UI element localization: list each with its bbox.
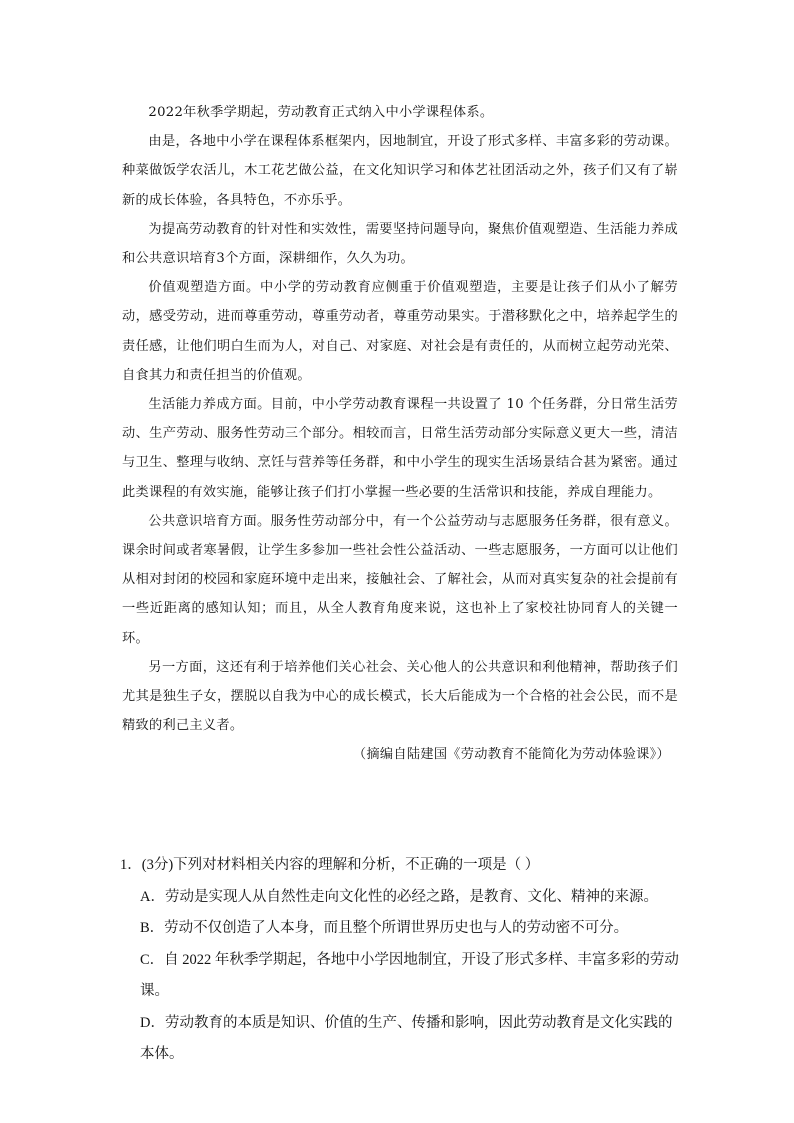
passage-paragraph: 生活能力养成方面。目前，中小学劳动教育课程一共设置了 10 个任务群，分日常生活劳动、生产劳动、服务性劳动三个部分。相较而言，日常生活劳动部分实际意义更大一些，清洁与卫生、整理与收纳、烹饪与营养等任务群，和中小学生的现实生活场景结合甚为紧密。通过此类课程的有效实施，能够让孩子们打小掌握一些必要的生活常识和技能，养成自理能力。	[122, 397, 678, 500]
option-letter: B．	[140, 920, 165, 936]
passage-paragraph: 2022年秋季学期起，劳动教育正式纳入中小学课程体系。	[148, 105, 494, 120]
option-a[interactable]	[120, 882, 680, 914]
option-letter: D．	[140, 1014, 165, 1031]
option-text: 自 2022 年秋季学期起，各地中小学因地制宜，开设了形式多样、丰富多彩的劳动课。	[140, 951, 679, 999]
passage-paragraph: 另一方面，这还有利于培养他们关心社会、关心他人的公共意识和利他精神，帮助孩子们尤其是独生子女，摆脱以自我为中心的成长模式，长大后能成为一个合格的社会公民，而不是精致的利己主义者。	[122, 659, 678, 734]
option-text: 劳动是实现人从自然性走向文化性的必经之路，是教育、文化、精神的来源。	[164, 888, 658, 905]
option-c[interactable]	[120, 945, 680, 1008]
option-d[interactable]	[120, 1008, 680, 1071]
reading-passage	[122, 98, 678, 770]
passage-paragraph: 公共意识培育方面。服务性劳动部分中，有一个公益劳动与志愿服务任务群，很有意义。课余时间或者寒暑假，让学生多参加一些社会性公益活动、一些志愿服务，一方面可以让他们从相对封闭的校园和家庭环境中走出来，接触社会、了解社会，从而对真实复杂的社会提前有一些近距离的感知认知；而且，从全人教育角度来说，这也补上了家校社协同育人的关键一环。	[122, 513, 678, 646]
passage-paragraph: 为提高劳动教育的针对性和实效性，需要坚持问题导向，聚焦价值观塑造、生活能力养成和公共意识培育3个方面，深耕细作，久久为功。	[122, 221, 678, 267]
option-letter: A．	[140, 888, 165, 905]
passage-paragraph: 价值观塑造方面。中小学的劳动教育应侧重于价值观塑造，主要是让孩子们从小了解劳动，感受劳动，进而尊重劳动，尊重劳动者，尊重劳动果实。于潜移默化之中，培养起学生的责任感，让他们明白生而为人，对自己、对家庭、对社会是有责任的，从而树立起劳动光荣、自食其力和责任担当的价值观。	[122, 280, 678, 383]
option-b[interactable]	[120, 913, 680, 945]
option-letter: C．	[140, 951, 165, 968]
option-text: 劳动教育的本质是知识、价值的生产、传播和影响，因此劳动教育是文化实践的本体。	[140, 1014, 673, 1062]
option-text: 劳动不仅创造了人本身，而且整个所谓世界历史也与人的劳动密不可分。	[164, 920, 629, 936]
question-block	[120, 850, 680, 1071]
question-stem: 1．(3分)下列对材料相关内容的理解和分析，不正确的一项是（ ）	[120, 857, 540, 873]
passage-paragraph: 由是，各地中小学在课程体系框架内，因地制宜，开设了形式多样、丰富多彩的劳动课。种菜做饭学农活儿，木工花艺做公益，在文化知识学习和体艺社团活动之外，孩子们又有了崭新的成长体验，各具特色，不亦乐乎。	[122, 134, 678, 208]
passage-source: （摘编自陆建国《劳动教育不能简化为劳动体验课》）	[352, 747, 670, 763]
